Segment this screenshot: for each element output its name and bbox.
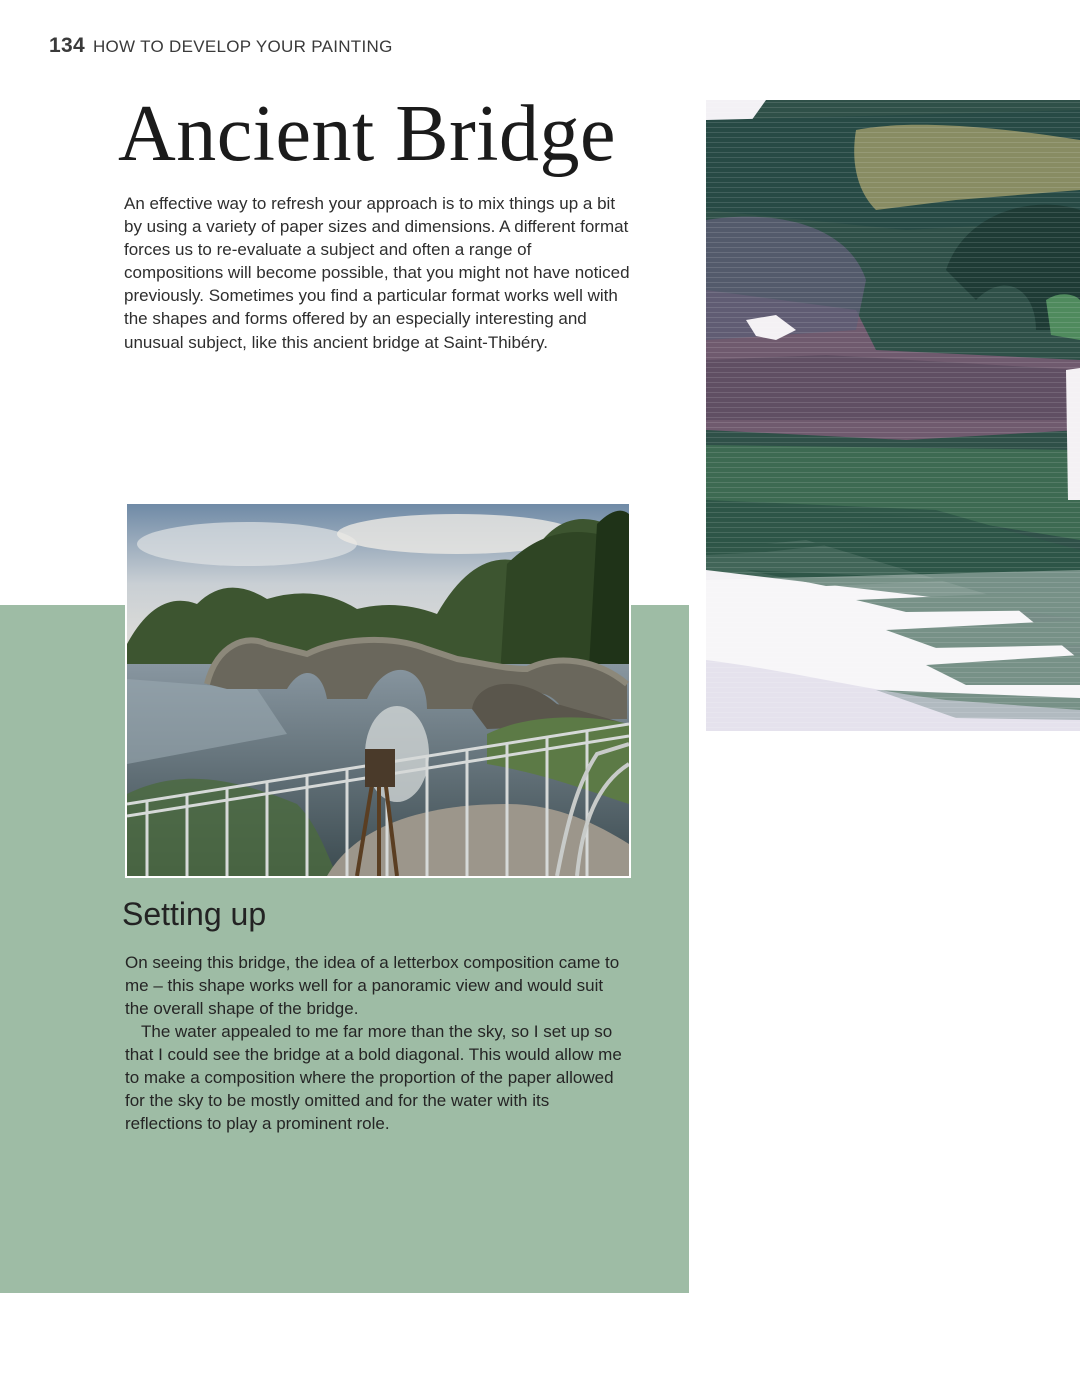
section-heading-setting-up: Setting up [122, 896, 267, 932]
setting-up-paragraph-1: On seeing this bridge, the idea of a letterbox composition came to me – this shape works well for a panoramic view and would suit the overall shape of the bridge. [125, 953, 620, 1018]
section-title: HOW TO DEVELOP YOUR PAINTING [92, 37, 393, 56]
setting-up-paragraph-2: The water appealed to me far more than the sky, so I set up so that I could see the bridge at a bold diagonal. This would allow me to make a composition where the proportion of the paper allowed for the sky to be mostly omitted and for the water with its reflections to play a prominent role. [125, 1022, 622, 1133]
painting-detail [706, 100, 1080, 731]
setting-up-text [125, 951, 630, 1135]
page-number: 134 [49, 34, 85, 57]
running-head [49, 34, 393, 58]
page-title: Ancient Bridge [118, 90, 616, 178]
bridge-photo [125, 502, 631, 878]
intro-paragraph: An effective way to refresh your approach is to mix things up a bit by using a variety of paper sizes and dimensions. A different format forces us to re-evaluate a subject and often a range of compositions will become possible, that you might not have noticed previously. Sometimes you find a particular format works well with the shapes and forms offered by an especially interesting and unusual subject, like this ancient bridge at Saint-Thibéry. [124, 194, 630, 352]
